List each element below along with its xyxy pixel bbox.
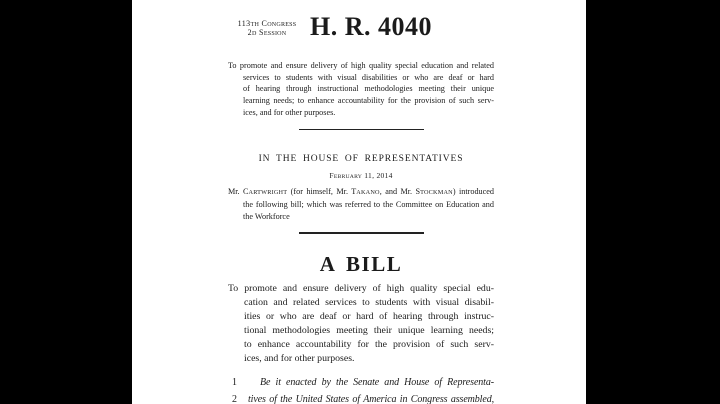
- bill-title: A BILL: [319, 251, 403, 276]
- congress-label: 113TH CONGRESS: [237, 19, 297, 28]
- text-line: cation and related services to students with visual disabil-: [244, 296, 494, 308]
- enacting-clause: [228, 374, 494, 404]
- text-line: of hearing through instructional methodologies meeting their unique: [243, 84, 494, 94]
- document-header: [228, 12, 494, 43]
- text-line: ices, and for other purposes.: [244, 352, 355, 364]
- sponsor-paragraph: [228, 186, 494, 224]
- text-line: learning needs; to enhance accountability for the provision of such serv-: [243, 96, 494, 106]
- text-line: tional methodologies meeting their unique learning needs;: [244, 324, 494, 336]
- official-title-preamble: [228, 60, 494, 119]
- text-line: ices, and for other purposes.: [243, 107, 336, 117]
- bill-text-line: [228, 391, 494, 404]
- text-line: Mr. CARTWRIGHT (for himself, Mr. TAKANO, and Mr. STOCKMAN) introduced: [228, 186, 494, 196]
- session-label: 2D SESSION: [247, 28, 287, 37]
- bill-number: H. R. 4040: [310, 12, 432, 41]
- page-content: [228, 0, 494, 404]
- line-text: Be it enacted by the Senate and House of Representa-: [260, 376, 494, 388]
- text-line: To promote and ensure delivery of high quality special education and related: [228, 61, 494, 70]
- introduction-date: FEBRUARY 11, 2014: [329, 170, 393, 180]
- line-number: 1: [232, 376, 237, 388]
- line-text: tives of the United States of America in Congress assembled,: [248, 394, 494, 404]
- text-line: the following bill; which was referred to the Committee on Education and: [243, 199, 494, 209]
- text-line: the Workforce: [243, 212, 290, 222]
- separator-rule-middle: [299, 232, 424, 233]
- text-line: to enhance accountability for the provision of such serv-: [244, 338, 494, 350]
- text-line: To promote and ensure delivery of high quality special edu-: [228, 282, 494, 294]
- congress-session-block: [228, 20, 306, 38]
- house-heading: IN THE HOUSE OF REPRESENTATIVES: [258, 153, 464, 164]
- bill-text-line: [228, 374, 494, 392]
- line-number: 2: [232, 394, 237, 404]
- text-line: services to students with visual disabilities or who are deaf or hard: [243, 72, 494, 82]
- text-line: ities or who are deaf or hard of hearing through instruc-: [244, 310, 494, 322]
- bill-document-page: [132, 0, 586, 404]
- separator-rule-top: [299, 129, 424, 130]
- bill-preamble: [228, 282, 494, 366]
